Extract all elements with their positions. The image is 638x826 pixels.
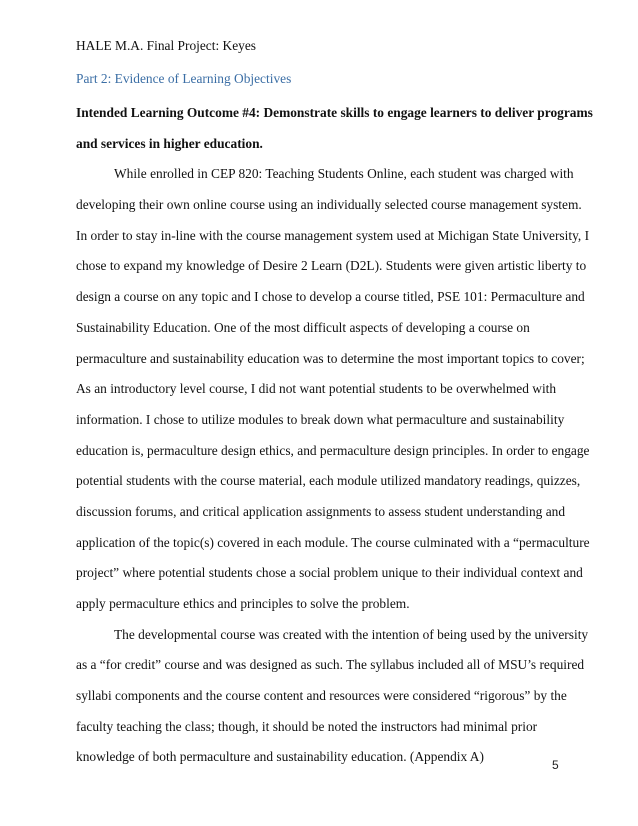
paragraph-line: chose to expand my knowledge of Desire 2 Learn (D2L). Students were given artistic liberty to: [76, 258, 587, 274]
page-number: 5: [552, 758, 559, 772]
paragraph-line: The developmental course was created with the intention of being used by the university: [114, 626, 589, 642]
paragraph-line: project” where potential students chose a social problem unique to their individual context and: [76, 565, 583, 581]
paragraph-line: developing their own online course using an individually selected course management system.: [76, 197, 582, 213]
paragraph-line: design a course on any topic and I chose to develop a course titled, PSE 101: Permaculture and: [76, 289, 585, 305]
paragraph-line: In order to stay in-line with the course management system used at Michigan State University, I: [76, 227, 590, 243]
running-header: HALE M.A. Final Project: Keyes: [76, 38, 257, 53]
outcome-heading-line: and services in higher education.: [76, 135, 263, 151]
paragraph-line: discussion forums, and critical application assignments to assess student understanding and: [76, 503, 566, 519]
paragraph-line: knowledge of both permaculture and sustainability education. (Appendix A): [76, 749, 484, 765]
paragraph-line: information. I chose to utilize modules to break down what permaculture and sustainability: [76, 411, 565, 427]
paragraph-line: Sustainability Education. One of the most difficult aspects of developing a course on: [76, 319, 530, 335]
paragraph-line: permaculture and sustainability education was to determine the most important topics to cover;: [76, 350, 585, 366]
paragraph-line: as a “for credit” course and was designed as such. The syllabus included all of MSU’s required: [76, 657, 585, 673]
paragraph-line: education is, permaculture design ethics, and permaculture design principles. In order to engage: [76, 442, 590, 458]
outcome-heading-line: Intended Learning Outcome #4: Demonstrate skills to engage learners to deliver programs: [76, 105, 593, 120]
body-text: [76, 98, 593, 773]
paragraph-line: potential students with the course material, each module utilized mandatory readings, quizzes,: [76, 473, 581, 489]
section-heading: Part 2: Evidence of Learning Objectives: [76, 71, 292, 86]
paragraph-line: As an introductory level course, I did not want potential students to be overwhelmed with: [76, 381, 557, 397]
paragraph-line: syllabi components and the course content and resources were considered “rigorous” by the: [76, 688, 567, 704]
paragraph-line: While enrolled in CEP 820: Teaching Students Online, each student was charged with: [114, 166, 574, 182]
paragraph-line: apply permaculture ethics and principles to solve the problem.: [76, 596, 410, 611]
paragraph-line: faculty teaching the class; though, it should be noted the instructors had minimal prior: [76, 718, 538, 734]
paragraph-line: application of the topic(s) covered in each module. The course culminated with a “permaculture: [76, 534, 590, 550]
